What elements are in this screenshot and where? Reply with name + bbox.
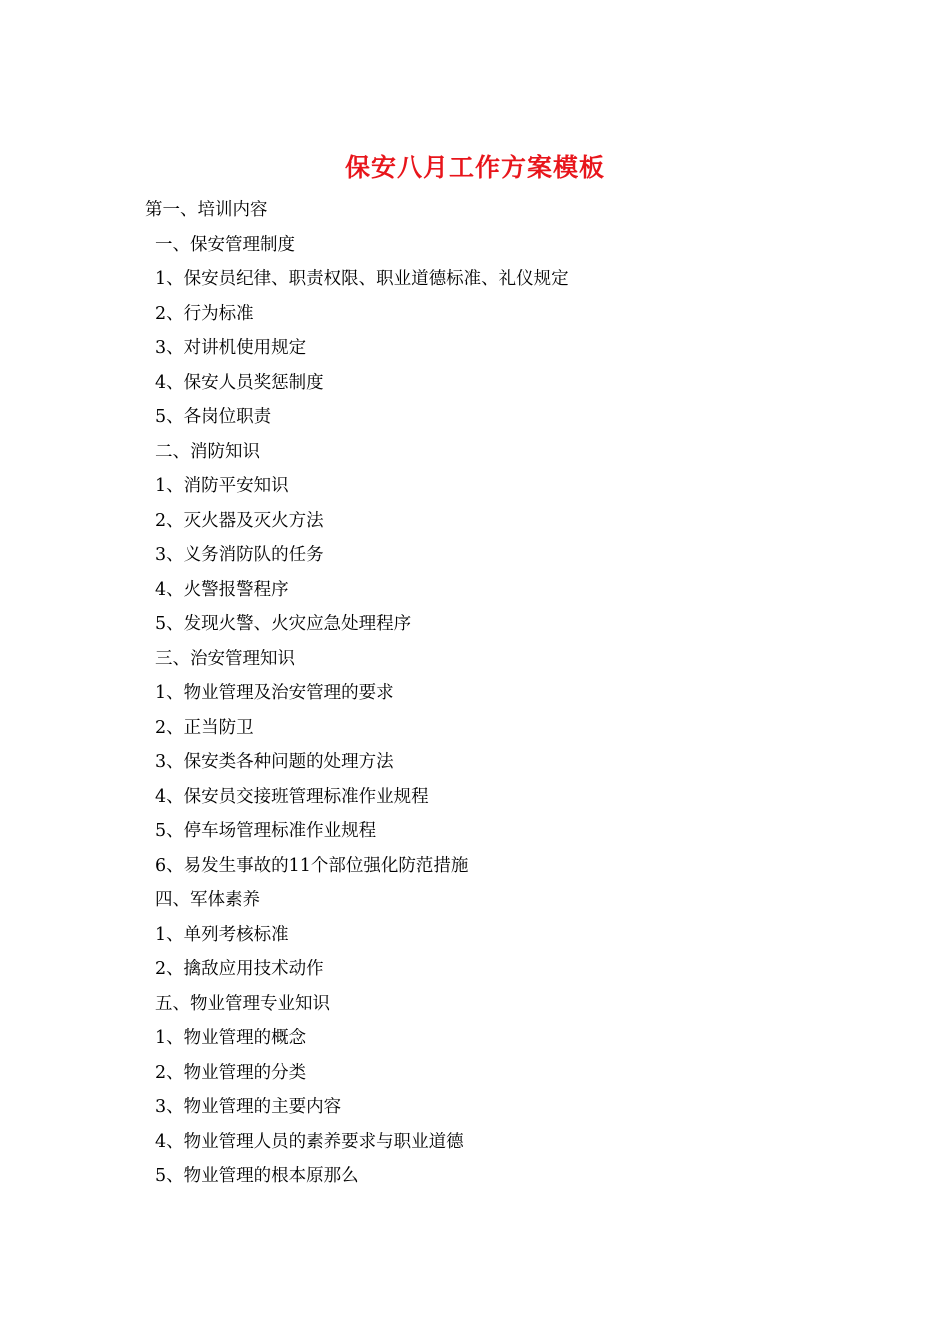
section-heading: 第一、培训内容 [145,200,268,220]
list-item: 2、物业管理的分类 [155,1062,307,1083]
list-item: 5、物业管理的根本原那么 [155,1166,359,1186]
list-item: 2、擒敌应用技术动作 [155,959,324,979]
subsection-heading: 一、保安管理制度 [155,234,295,255]
list-item: 2、正当防卫 [155,717,254,738]
list-item: 4、保安人员奖惩制度 [155,372,324,393]
list-item: 4、火警报警程序 [155,579,289,600]
list-item: 3、义务消防队的任务 [155,545,324,565]
subsection-heading: 三、治安管理知识 [155,648,295,669]
list-item: 5、发现火警、火灾应急处理程序 [155,614,412,634]
list-item: 1、消防平安知识 [155,476,289,496]
list-item: 6、易发生事故的11个部位强化防范措施 [155,855,469,876]
list-item: 1、物业管理的概念 [155,1028,307,1048]
list-item: 5、各岗位职责 [155,407,272,427]
list-item: 3、保安类各种问题的处理方法 [155,752,394,772]
list-item: 4、物业管理人员的素养要求与职业道德 [155,1131,464,1152]
list-item: 1、单列考核标准 [155,924,289,945]
subsection-heading: 五、物业管理专业知识 [155,993,330,1014]
document-body [145,193,845,1194]
subsection-heading: 四、军体素养 [155,890,260,910]
list-item: 4、保安员交接班管理标准作业规程 [155,786,429,807]
subsection-heading: 二、消防知识 [155,441,260,462]
list-item: 3、物业管理的主要内容 [155,1097,342,1117]
list-item: 2、行为标准 [155,303,254,324]
list-item: 2、灭火器及灭火方法 [155,510,324,531]
list-item: 1、物业管理及治安管理的要求 [155,683,394,703]
document-title: 保安八月工作方案模板 [344,153,605,182]
list-item: 5、停车场管理标准作业规程 [155,821,377,841]
list-item: 3、对讲机使用规定 [155,338,307,358]
list-item: 1、保安员纪律、职责权限、职业道德标准、礼仪规定 [155,269,569,289]
